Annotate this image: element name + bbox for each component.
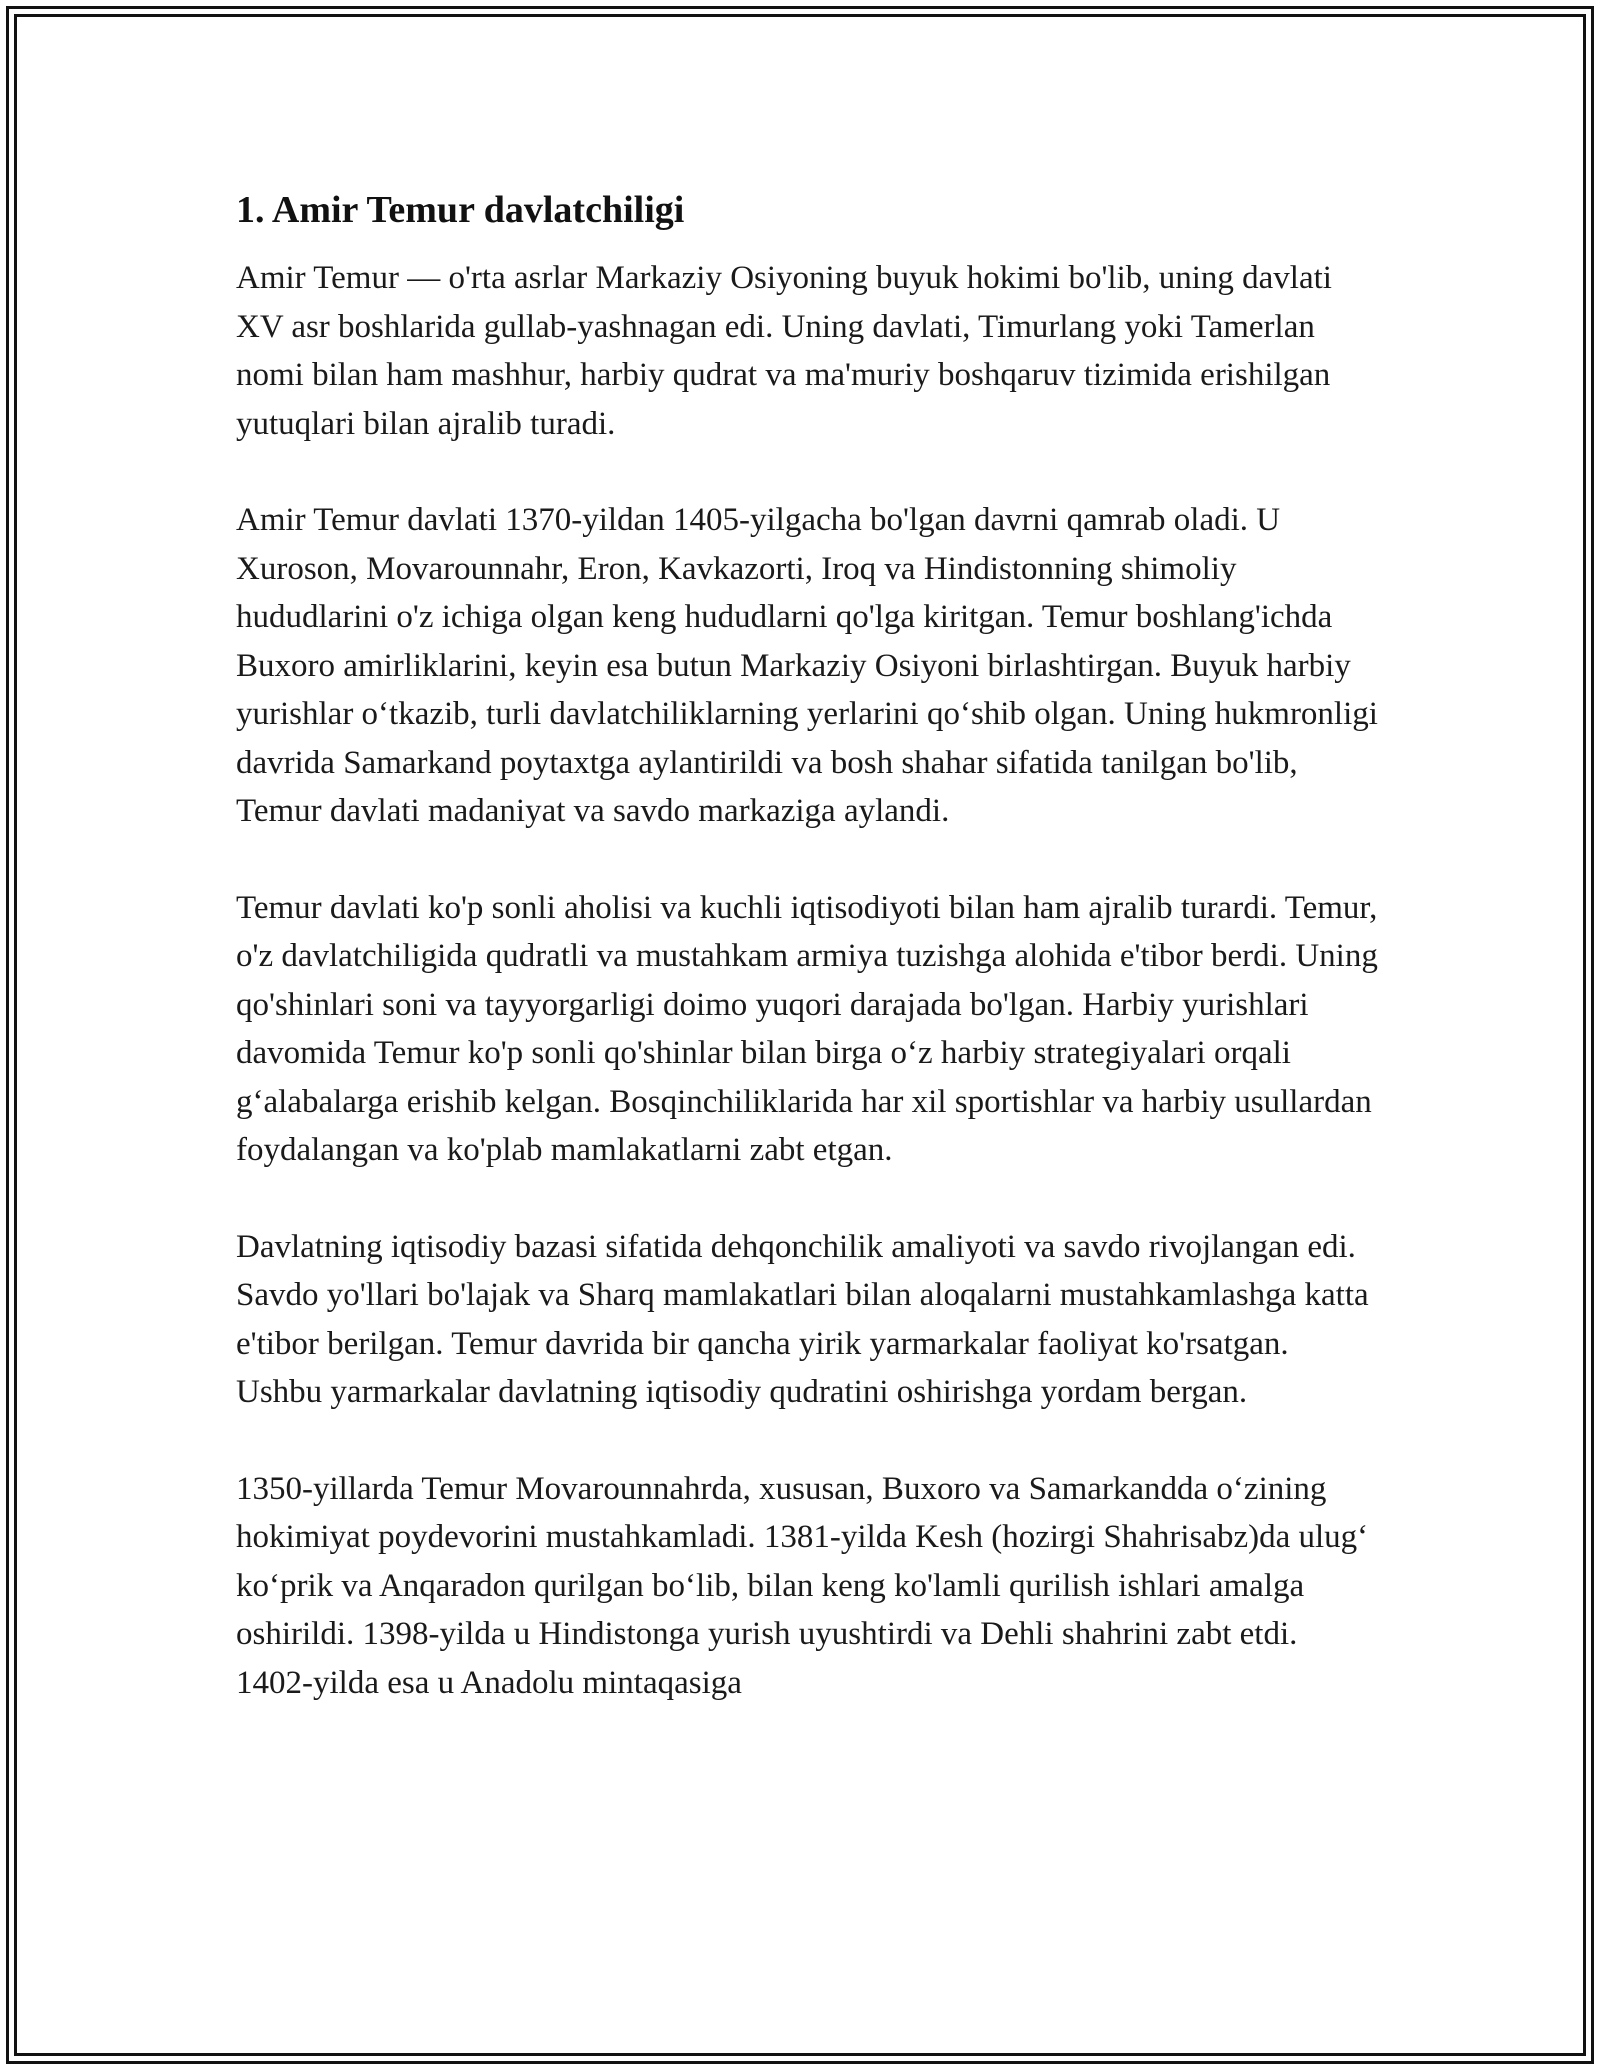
paragraph-territory: Amir Temur davlati 1370-yildan 1405-yilgacha bo'lgan davrni qamrab oladi. U Xuroson, Movarounnahr, Eron, Kavkazorti, Iroq va Hindistonning shimoliy hududlarini o'z ichiga olgan keng hududlarni qo'lga kiritgan. Temur boshlang'ichda Buxoro amirliklarini, keyin esa butun Markaziy Osiyoni birlashtirgan. Buyuk harbiy yurishlar oʻtkazib, turli davlatchiliklarning yerlarini qoʻshib olgan. Uning hukmronligi davrida Samarkand poytaxtga aylantirildi va bosh shahar sifatida tanilgan bo'lib, Temur davlati madaniyat va savdo markaziga aylandi. (236, 502, 1378, 829)
paragraph-chronology: 1350-yillarda Temur Movarounnahrda, xususan, Buxoro va Samarkandda oʻzining hokimiyat poydevorini mustahkamladi. 1381-yilda Kesh (hozirgi Shahrisabz)da ulugʻ koʻprik va Anqaradon qurilgan boʻlib, bilan keng ko'lamli qurilish ishlari amalga oshirildi. 1398-yilda u Hindistonga yurish uyushtirdi va Dehli shahrini zabt etdi. 1402-yilda esa u Anadolu mintaqasiga (236, 1470, 1369, 1701)
paragraph-intro: Amir Temur — o'rta asrlar Markaziy Osiyoning buyuk hokimi bo'lib, uning davlati XV asr boshlarida gullab-yashnagan edi. Uning davlati, Timurlang yoki Tamerlan nomi bilan ham mashhur, harbiy qudrat va ma'muriy boshqaruv tizimida erishilgan yutuqlari bilan ajralib turadi. (236, 260, 1332, 442)
paragraph-economy: Davlatning iqtisodiy bazasi sifatida dehqonchilik amaliyoti va savdo rivojlangan edi. Savdo yo'llari bo'lajak va Sharq mamlakatlari bilan aloqalarni mustahkamlashga katta e'tibor berilgan. Temur davrida bir qancha yirik yarmarkalar faoliyat ko'rsatgan. Ushbu yarmarkalar davlatning iqtisodiy qudratini oshirishga yordam bergan. (236, 1228, 1369, 1410)
document-body (236, 186, 1381, 1755)
paragraph-army: Temur davlati ko'p sonli aholisi va kuchli iqtisodiyoti bilan ham ajralib turardi. Temur, o'z davlatchiligida qudratli va mustahkam armiya tuzishga alohida e'tibor berdi. Uning qo'shinlari soni va tayyorgarligi doimo yuqori darajada bo'lgan. Harbiy yurishlari davomida Temur ko'p sonli qo'shinlar bilan birga oʻz harbiy strategiyalari orqali gʻalabalarga erishib kelgan. Bosqinchiliklarida har xil sportishlar va harbiy usullardan foydalangan va ko'plab mamlakatlarni zabt etgan. (236, 889, 1378, 1168)
section-heading: 1. Amir Temur davlatchiligi (236, 189, 685, 231)
